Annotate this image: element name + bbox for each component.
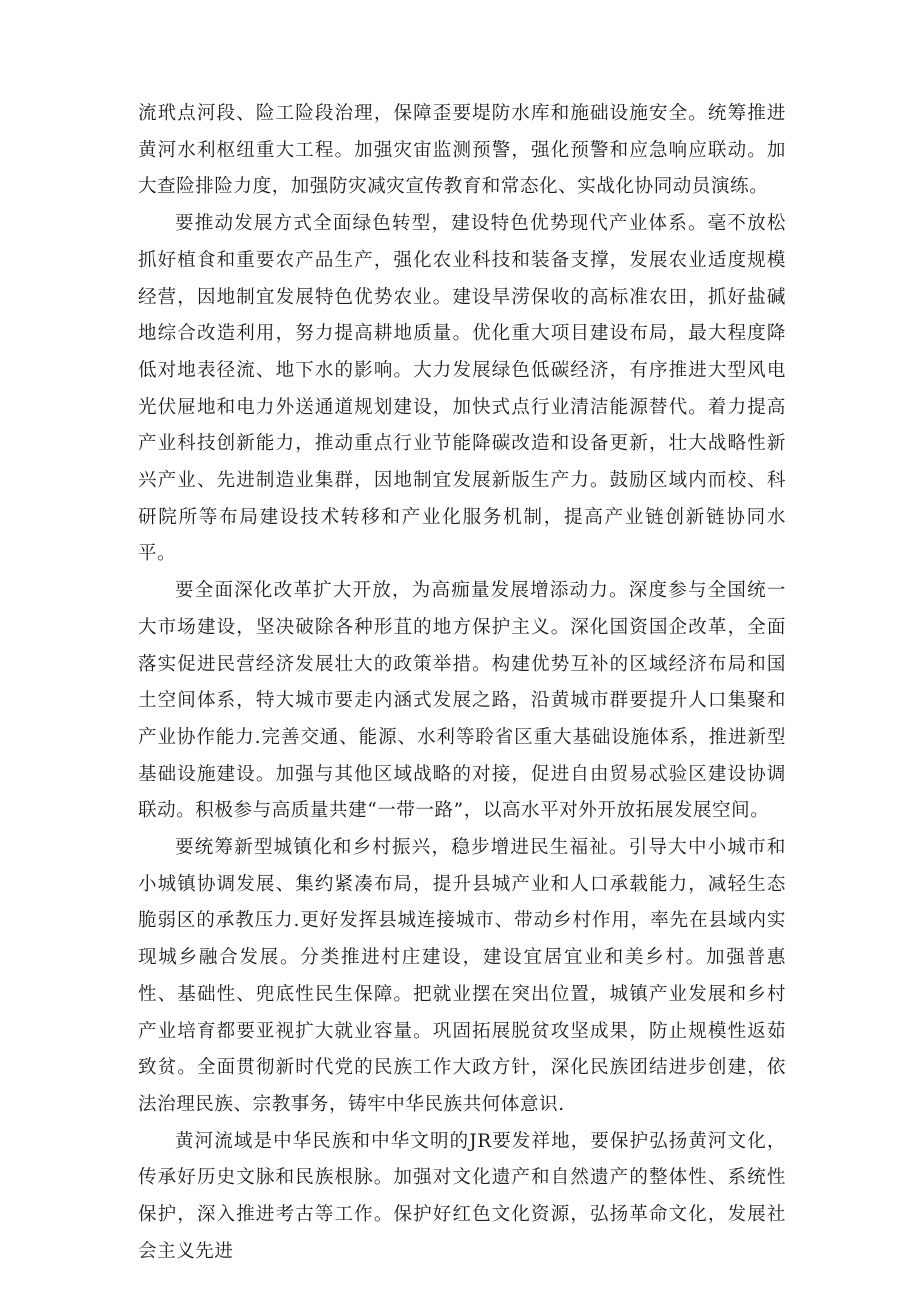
paragraph-urbanization-rural: 要统筹新型城镇化和乡村振兴，稳步增进民生福祉。引导大中小城市和小城镇协调发展、集约紧凑布局，提升县城产业和人口承载能力，减轻生态脆弱区的承教压力.更好发挥县城连接城市、带动乡村作用，率先在县域内实现城乡融合发展。分类推进村庄建设，建设宜居宜业和美乡村。加强普惠性、基础性、兜底性民生保障。把就业摆在突出位置，城镇产业发展和乡村产业培育都要亚视扩大就业容量。巩固拓展脱贫攻坚成果，防止规模性返茹致贫。全面贯彻新时代党的民族工作大政方针，深化民族团结进步创建，依法治理民族、宗教事务，铸牢中华民族共何体意识. [138, 837, 786, 1115]
paragraph-reform-opening: 要全面深化改革扩大开放，为高痂量发展增添动力。深度参与全国统一大市场建设，坚决破除各种形苴的地方保护主义。深化国资国企改革，全面落实促进民营经济发展壮大的政策举措。构建优势互补的区域经济布局和国土空间体系，特大城市要走内涵式发展之路，沿黄城市群要提升人口集聚和产业协作能力.完善交通、能源、水利等聆省区重大基础设施体系，推进新型基础设施建设。加强与其他区域战略的对接，促进自由贸易忒验区建设协调联动。积极参与高质量共建“一带一路”，以高水平对外开放拓展发展空间。 [138, 580, 786, 822]
paragraph-green-transformation: 要推动发展方式全面绿色转型，建设特色优势现代产业体系。毫不放松抓好植食和重要农产品生产，强化农业科技和装备支撑，发展农业适度规模经营，因地制宜发展特色优势农业。建设旱涝保收的高标准农田，抓好盐碱地综合改造利用，努力提高耕地质量。优化重大项目建设布局，最大程度降低对地表径流、地下水的影响。大力发展绿色低碳经济，有序推进大型风电光伏屉地和电力外送通道规划建设，加快式点行业清洁能源替代。着力提高产业科技创新能力，推动重点行业节能降碳改造和设备更新，壮大战略性新兴产业、先进制造业集群，因地制宜发展新版生产力。鼓励区域内而校、科研院所等布局建设技术转移和产业化服务机制，提高产业链创新链协同水平。 [138, 213, 786, 565]
paragraph-yellow-river-culture: 黄河流域是中华民族和中华文明的JR要发祥地，要保护弘扬黄河文化，传承好历史文脉和民族根脉。加强对文化遗产和自然遗产的整体性、系统性保护，深入推进考古等工作。保护好红色文化资源，弘扬革命文化，发展社会主义先进 [138, 1130, 786, 1262]
paragraph-flood-control-continued: 流玳点河段、险工险段治理，保障歪要堤防水库和施础设施安全。统筹推进黄河水利枢纽重大工程。加强灾宙监测预警，强化预警和应急响应联动。加大查险排险力度，加强防灾减灾宣传教育和常态化、实战化协同动员演练。 [138, 103, 786, 198]
document-body [138, 96, 786, 1271]
